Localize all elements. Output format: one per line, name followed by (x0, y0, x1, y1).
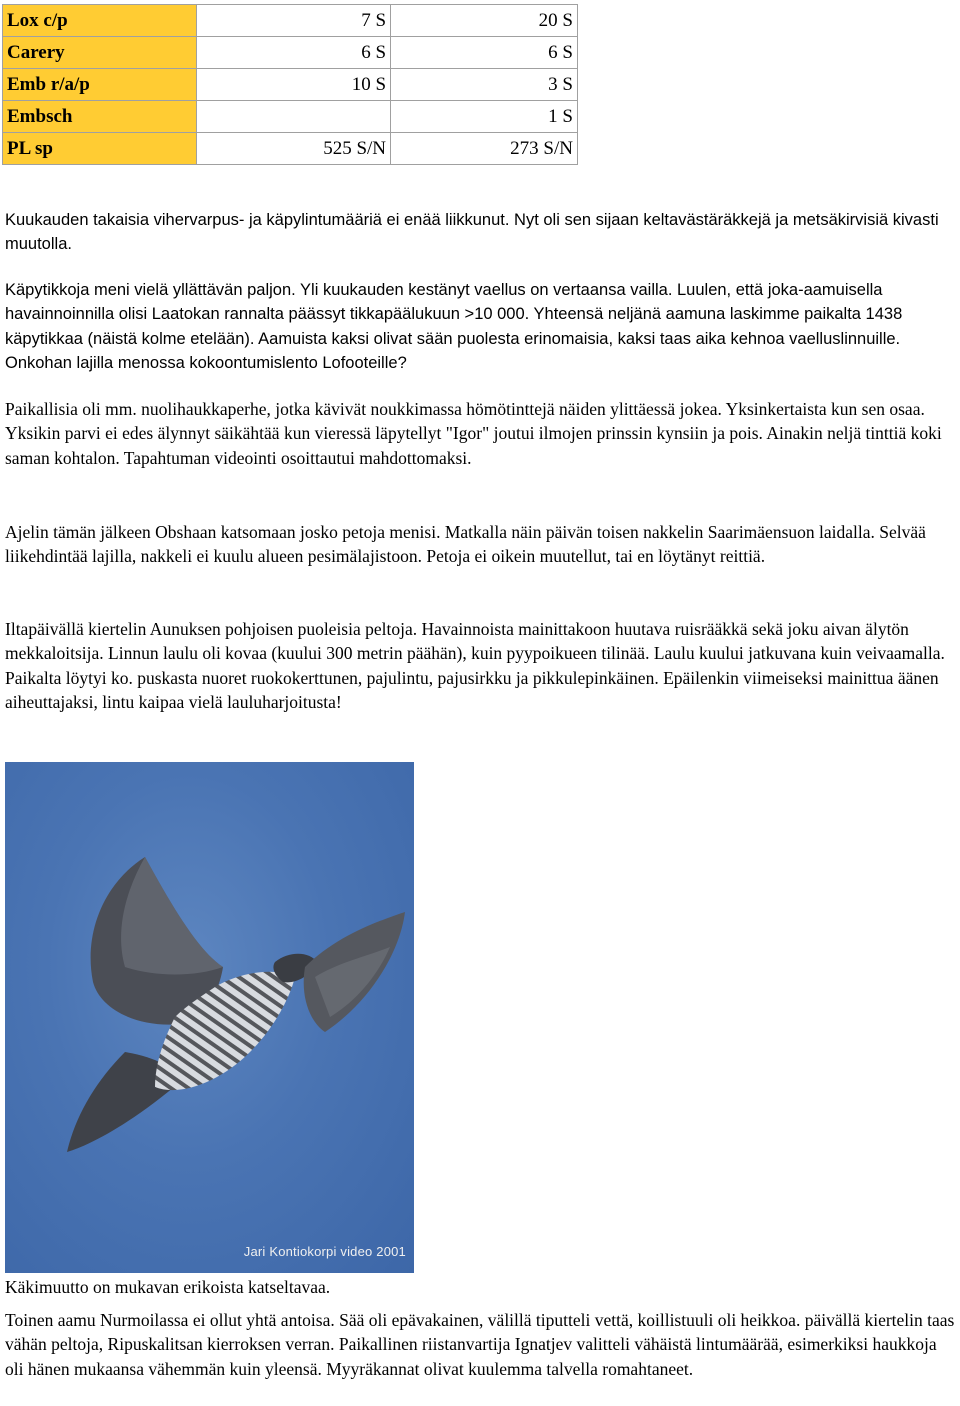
count-cell: 7 S (197, 5, 391, 37)
table-row (3, 101, 578, 133)
species-cell: Emb r/a/p (3, 69, 197, 101)
count-cell: 273 S/N (391, 133, 578, 165)
species-cell: PL sp (3, 133, 197, 165)
species-cell: Carery (3, 37, 197, 69)
paragraph-afternoon-fields: Iltapäivällä kiertelin Aunuksen pohjoisen puoleisia peltoja. Havainnoista mainittakoon huutava ruisrääkkä sekä joku aivan älytön mekkaloitsija. Linnun laulu oli kovaa (kuului 300 metrin päähän), kuin pyypoikueen tilinää. Laulu kuului jatkuvana kuin veivaamalla. Paikalta löytyi ko. puskasta nuoret ruokokerttunen, pajulintu, pajusirkku ja pikkulepinkäinen. Epäilenkin viimeiseksi mainittua äänen aiheuttajaksi, lintu kaipaa vielä lauluharjoitusta! (5, 619, 945, 713)
table-row (3, 5, 578, 37)
count-cell (197, 101, 391, 133)
photo-watermark: Jari Kontiokorpi video 2001 (243, 1244, 406, 1259)
photo-caption: Käkimuutto on mukavan erikoista katseltavaa. (5, 1277, 331, 1297)
paragraph-local-birds: Paikallisia oli mm. nuolihaukkaperhe, jotka kävivät noukkimassa hömötinttejä näiden ylittäessä jokea. Yksinkertaista kun sen osaa. Yksikin parvi ei edes älynnyt säikähtää kun vieressä läpytellyt "Igor" joutui ilmojen prinssin kynsiin ja pois. Ainakin neljä tinttiä koki saman kohtalon. Tapahtuman videointi osoittautui mahdottomaksi. (5, 399, 942, 468)
count-cell: 6 S (391, 37, 578, 69)
count-cell: 20 S (391, 5, 578, 37)
flying-cuckoo-illustration (5, 762, 414, 1273)
count-cell: 1 S (391, 101, 578, 133)
table-row (3, 133, 578, 165)
bird-count-table (2, 4, 578, 165)
paragraph-migration-intro: Kuukauden takaisia vihervarpus- ja käpylintumääriä ei enää liikkunut. Nyt oli sen sijaan keltavästäräkkejä ja metsäkirvisiä kivasti muutolla. (5, 211, 939, 254)
species-cell: Embsch (3, 101, 197, 133)
count-cell: 6 S (197, 37, 391, 69)
cuckoo-photo (5, 762, 414, 1273)
paragraph-second-morning: Toinen aamu Nurmoilassa ei ollut yhtä antoisa. Sää oli epävakainen, välillä tiputteli vettä, koillistuuli oli heikkoa. päivällä kiertelin taas vähän peltoja, Ripuskalitsan kierroksen verran. Paikallinen riistanvartija Ignatjev valitteli vähäistä lintumäärää, esimerkiksi haukkoja oli hänen mukaansa vähemmän kuin yleensä. Myyräkannat olivat kuulemma talvella romahtaneet. (5, 1310, 955, 1379)
table-row (3, 37, 578, 69)
table-row (3, 69, 578, 101)
count-cell: 525 S/N (197, 133, 391, 165)
count-cell: 10 S (197, 69, 391, 101)
paragraph-woodpeckers: Käpytikkoja meni vielä yllättävän paljon. Yli kuukauden kestänyt vaellus on vertaansa vailla. Luulen, että joka-aamuisella havainnoinnilla olisi Laatokan rannalta päässyt tikkapäälukuun >10 000. Yhteensä neljänä aamuna laskimme paikalta 1438 käpytikkaa (näistä kolme etelään). Aamuista kaksi olivat sään puolesta erinomaisia, kaksi taas aika kehnoa vaelluslinnuille. Onkohan lajilla menossa kokoontumislento Lofooteille? (5, 281, 903, 373)
count-cell: 3 S (391, 69, 578, 101)
paragraph-obsha-trip: Ajelin tämän jälkeen Obshaan katsomaan josko petoja menisi. Matkalla näin päivän toisen nakkelin Saarimäensuon laidalla. Selvää liikehdintää lajilla, nakkeli ei kuulu alueen pesimälajistoon. Petoja ei oikein muutellut, tai en löytänyt reittiä. (5, 522, 926, 567)
species-cell: Lox c/p (3, 5, 197, 37)
